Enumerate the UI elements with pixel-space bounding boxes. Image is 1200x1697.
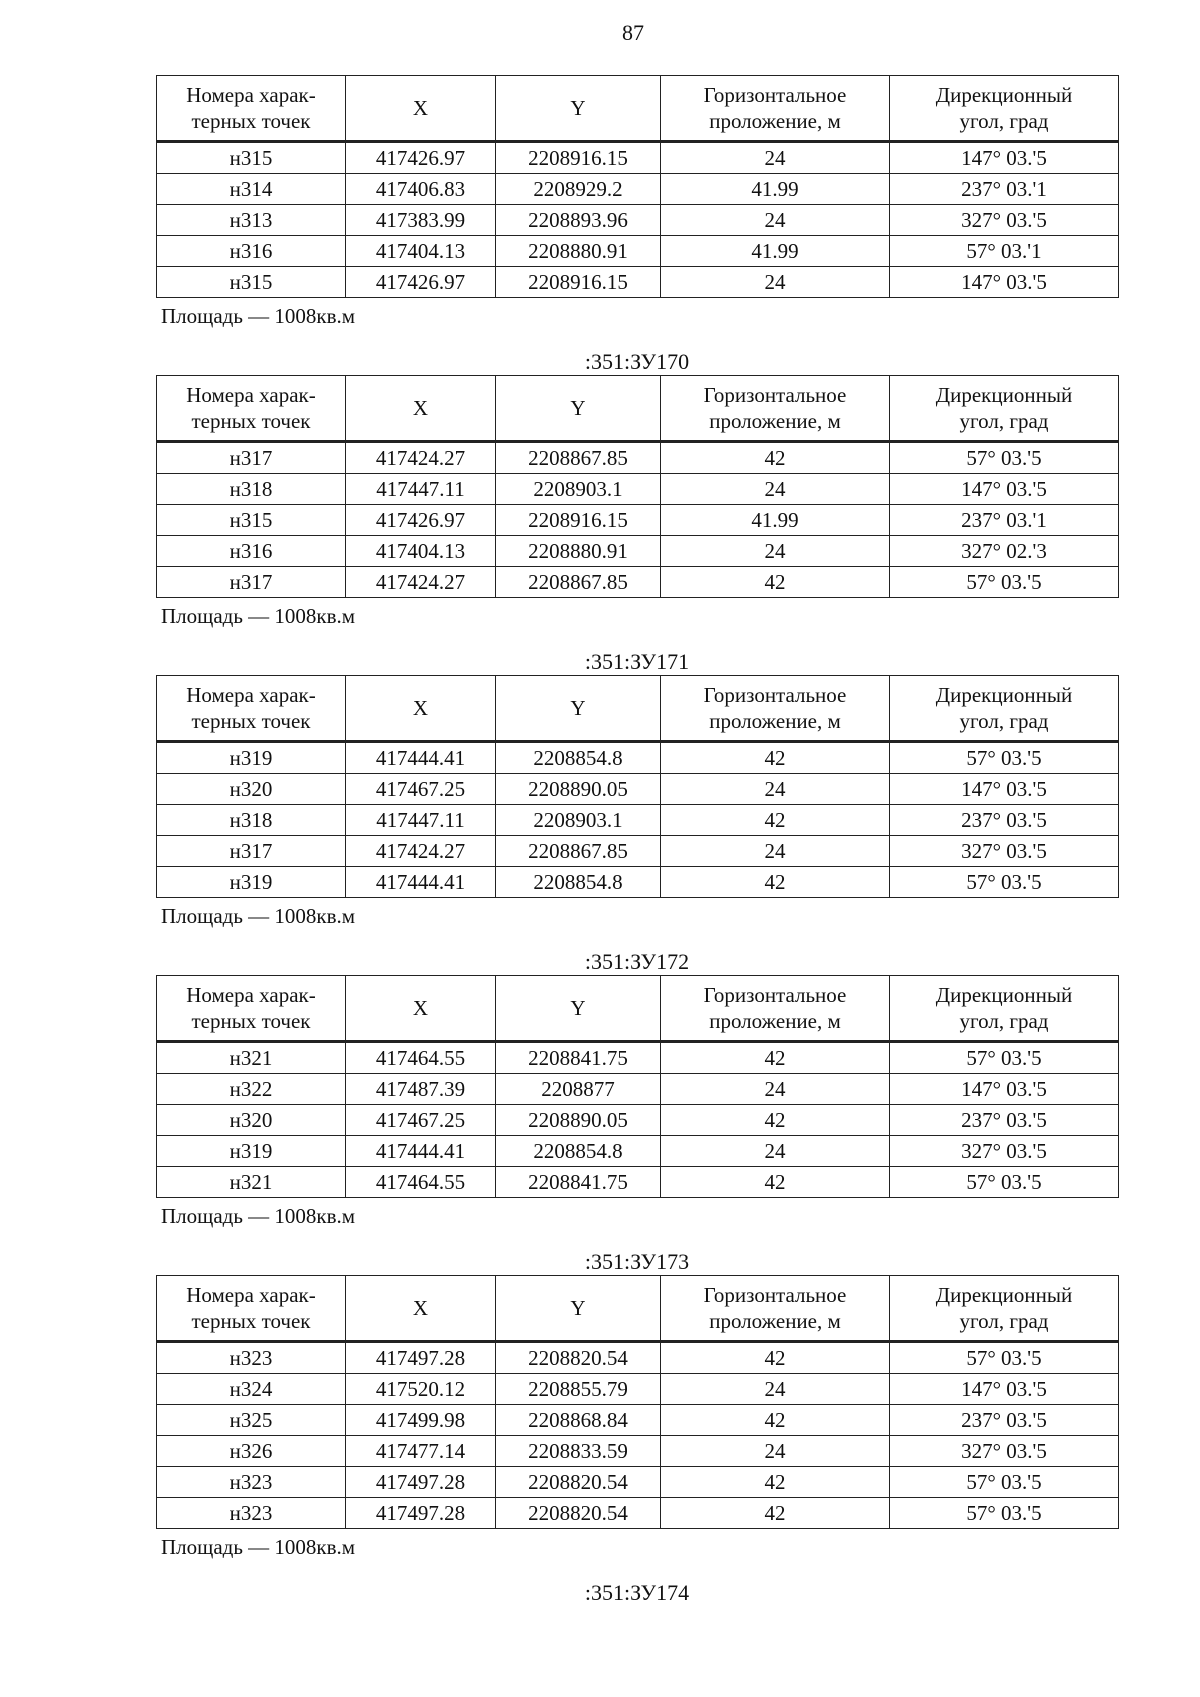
table-row [157,1042,1119,1074]
column-header-label: Дирекционный угол, град [935,1283,1073,1333]
table-cell: 57° 03.'5 [890,1498,1119,1529]
table-cell: 2208820.54 [496,1467,661,1498]
table-cell: 417477.14 [346,1436,496,1467]
column-header-label: Горизонтальное проложение, м [703,683,847,733]
column-header-label: X [412,996,429,1020]
area-label: Площадь — 1008кв.м [161,304,356,328]
table-cell: 24 [661,142,890,174]
coordinates-table [156,375,1119,598]
table-row [157,742,1119,774]
table-header-row [157,976,1119,1042]
column-header [661,676,890,742]
table-cell: 2208820.54 [496,1342,661,1374]
column-header [496,376,661,442]
table-row [157,567,1119,598]
table-cell: 24 [661,205,890,236]
table-cell: 24 [661,1374,890,1405]
table-row [157,1436,1119,1467]
table-cell: 24 [661,267,890,298]
coordinate-block [156,349,1118,629]
table-cell: н316 [157,236,346,267]
table-cell: 237° 03.'5 [890,1405,1119,1436]
table-row [157,774,1119,805]
table-cell: 417404.13 [346,236,496,267]
section-title: :351:ЗУ172 [584,949,690,974]
table-row [157,1136,1119,1167]
table-row [157,267,1119,298]
table-cell: 147° 03.'5 [890,1074,1119,1105]
table-cell: 24 [661,1436,890,1467]
column-header-label: Горизонтальное проложение, м [703,983,847,1033]
column-header-label: Номера харак- терных точек [186,683,316,733]
table-cell: 237° 03.'5 [890,805,1119,836]
column-header [157,676,346,742]
table-cell: н320 [157,774,346,805]
table-cell: 2208854.8 [496,867,661,898]
table-row [157,1405,1119,1436]
table-row [157,174,1119,205]
table-row [157,805,1119,836]
table-cell: 327° 02.'3 [890,536,1119,567]
column-header [157,376,346,442]
table-cell: н319 [157,1136,346,1167]
table-row [157,1167,1119,1198]
section-title: :351:ЗУ171 [584,649,690,674]
table-cell: н324 [157,1374,346,1405]
table-cell: 327° 03.'5 [890,1136,1119,1167]
table-cell: н320 [157,1105,346,1136]
table-cell: 2208841.75 [496,1167,661,1198]
table-cell: 57° 03.'5 [890,442,1119,474]
table-row [157,142,1119,174]
column-header [157,76,346,142]
table-row [157,1467,1119,1498]
table-cell: н317 [157,567,346,598]
table-cell: 417444.41 [346,742,496,774]
table-cell: 2208867.85 [496,442,661,474]
column-header [346,376,496,442]
column-header [890,976,1119,1042]
table-cell: 2208903.1 [496,474,661,505]
area-label: Площадь — 1008кв.м [161,1535,356,1559]
table-cell: 147° 03.'5 [890,142,1119,174]
table-cell: 24 [661,474,890,505]
table-row [157,1074,1119,1105]
table-cell: 42 [661,1105,890,1136]
table-cell: 417447.11 [346,805,496,836]
table-cell: 57° 03.'5 [890,867,1119,898]
table-cell: 57° 03.'5 [890,742,1119,774]
coordinate-block [156,649,1118,929]
table-cell: 42 [661,567,890,598]
table-cell: 24 [661,536,890,567]
coordinates-table [156,1275,1119,1529]
table-cell: 57° 03.'5 [890,1042,1119,1074]
table-cell: 327° 03.'5 [890,1436,1119,1467]
table-cell: 57° 03.'5 [890,1342,1119,1374]
coordinate-block [156,949,1118,1229]
table-cell: 2208877 [496,1074,661,1105]
table-cell: 2208833.59 [496,1436,661,1467]
column-header [890,1276,1119,1342]
table-cell: 2208867.85 [496,836,661,867]
table-cell: н315 [157,505,346,536]
table-row [157,1105,1119,1136]
table-cell: 42 [661,1342,890,1374]
table-cell: 24 [661,1074,890,1105]
table-cell: 42 [661,1167,890,1198]
column-header [661,76,890,142]
table-cell: 2208890.05 [496,1105,661,1136]
column-header [890,76,1119,142]
table-cell: 417497.28 [346,1498,496,1529]
table-header-row [157,676,1119,742]
table-cell: 2208854.8 [496,742,661,774]
table-cell: 417424.27 [346,442,496,474]
table-cell: 417426.97 [346,142,496,174]
column-header-label: Дирекционный угол, град [935,83,1073,133]
document-body [156,75,1118,1606]
table-cell: 147° 03.'5 [890,1374,1119,1405]
area-label: Площадь — 1008кв.м [161,604,356,628]
table-cell: н314 [157,174,346,205]
table-cell: 417464.55 [346,1167,496,1198]
table-cell: 147° 03.'5 [890,474,1119,505]
table-cell: 237° 03.'1 [890,505,1119,536]
table-header-row [157,1276,1119,1342]
coordinate-block [156,75,1118,329]
column-header-label: X [412,696,429,720]
table-cell: н321 [157,1167,346,1198]
table-row [157,205,1119,236]
table-cell: 24 [661,1136,890,1167]
area-label: Площадь — 1008кв.м [161,904,356,928]
column-header-label: Номера харак- терных точек [186,983,316,1033]
table-cell: 2208890.05 [496,774,661,805]
table-cell: 327° 03.'5 [890,836,1119,867]
table-cell: н316 [157,536,346,567]
column-header [157,976,346,1042]
column-header [661,976,890,1042]
table-cell: 417444.41 [346,867,496,898]
column-header-label: Y [570,1296,586,1320]
table-cell: 417499.98 [346,1405,496,1436]
column-header-label: Номера харак- терных точек [186,383,316,433]
column-header-label: Номера харак- терных точек [186,1283,316,1333]
table-cell: н322 [157,1074,346,1105]
table-row [157,1498,1119,1529]
column-header-label: Горизонтальное проложение, м [703,83,847,133]
table-row [157,236,1119,267]
area-label: Площадь — 1008кв.м [161,1204,356,1228]
column-header-label: X [412,1296,429,1320]
table-header-row [157,376,1119,442]
table-cell: 417406.83 [346,174,496,205]
table-cell: 42 [661,867,890,898]
column-header-label: Горизонтальное проложение, м [703,1283,847,1333]
column-header [496,676,661,742]
table-cell: 42 [661,805,890,836]
table-cell: 237° 03.'5 [890,1105,1119,1136]
table-cell: н318 [157,805,346,836]
table-cell: 417487.39 [346,1074,496,1105]
table-cell: 24 [661,774,890,805]
table-cell: 2208880.91 [496,236,661,267]
table-row [157,867,1119,898]
table-cell: 2208820.54 [496,1498,661,1529]
table-cell: н323 [157,1467,346,1498]
column-header-label: Y [570,996,586,1020]
table-cell: 2208916.15 [496,142,661,174]
table-cell: 417424.27 [346,567,496,598]
column-header [346,676,496,742]
column-header-label: Дирекционный угол, град [935,683,1073,733]
column-header [496,976,661,1042]
table-cell: 41.99 [661,236,890,267]
table-row [157,1374,1119,1405]
coordinate-block [156,1249,1118,1560]
column-header [890,376,1119,442]
section-title: :351:ЗУ170 [584,349,690,374]
column-header-label: Y [570,96,586,120]
coordinates-table [156,675,1119,898]
table-cell: 42 [661,1405,890,1436]
table-cell: 417383.99 [346,205,496,236]
table-cell: н317 [157,442,346,474]
table-cell: 2208916.15 [496,505,661,536]
table-cell: 417464.55 [346,1042,496,1074]
table-header-row [157,76,1119,142]
column-header [157,1276,346,1342]
column-header-label: Y [570,696,586,720]
table-cell: 57° 03.'5 [890,1167,1119,1198]
column-header-label: X [412,396,429,420]
column-header [346,76,496,142]
table-cell: 2208867.85 [496,567,661,598]
table-cell: 2208854.8 [496,1136,661,1167]
column-header-label: X [412,96,429,120]
table-cell: 147° 03.'5 [890,267,1119,298]
page-number: 87 [622,20,644,45]
table-cell: 2208903.1 [496,805,661,836]
table-cell: 2208929.2 [496,174,661,205]
table-cell: н313 [157,205,346,236]
table-cell: 57° 03.'5 [890,567,1119,598]
column-header [496,76,661,142]
table-row [157,836,1119,867]
table-cell: 237° 03.'1 [890,174,1119,205]
table-cell: 417447.11 [346,474,496,505]
table-cell: 417497.28 [346,1342,496,1374]
column-header-label: Дирекционный угол, град [935,983,1073,1033]
section-title: :351:ЗУ174 [584,1580,690,1605]
table-cell: 417467.25 [346,774,496,805]
table-cell: 41.99 [661,505,890,536]
coordinates-table [156,975,1119,1198]
table-cell: 327° 03.'5 [890,205,1119,236]
table-cell: н318 [157,474,346,505]
table-cell: н319 [157,742,346,774]
table-row [157,474,1119,505]
table-cell: н319 [157,867,346,898]
table-cell: 2208855.79 [496,1374,661,1405]
table-cell: 2208868.84 [496,1405,661,1436]
table-cell: 42 [661,1498,890,1529]
column-header-label: Дирекционный угол, град [935,383,1073,433]
table-cell: 57° 03.'1 [890,236,1119,267]
column-header [346,976,496,1042]
table-cell: н326 [157,1436,346,1467]
table-cell: 2208880.91 [496,536,661,567]
table-cell: н321 [157,1042,346,1074]
column-header [346,1276,496,1342]
table-cell: 417467.25 [346,1105,496,1136]
table-cell: 57° 03.'5 [890,1467,1119,1498]
table-cell: 41.99 [661,174,890,205]
table-cell: 417520.12 [346,1374,496,1405]
section-title: :351:ЗУ173 [584,1249,690,1274]
table-cell: 2208893.96 [496,205,661,236]
column-header [661,376,890,442]
table-cell: 417426.97 [346,505,496,536]
table-row [157,442,1119,474]
table-cell: 24 [661,836,890,867]
coordinates-table [156,75,1119,298]
column-header [496,1276,661,1342]
table-cell: 147° 03.'5 [890,774,1119,805]
table-cell: н315 [157,142,346,174]
table-cell: 2208841.75 [496,1042,661,1074]
table-cell: 417424.27 [346,836,496,867]
column-header [890,676,1119,742]
table-cell: 42 [661,442,890,474]
table-row [157,505,1119,536]
table-cell: 417444.41 [346,1136,496,1167]
table-cell: н325 [157,1405,346,1436]
table-cell: н315 [157,267,346,298]
table-cell: 42 [661,1042,890,1074]
column-header-label: Номера харак- терных точек [186,83,316,133]
table-cell: 2208916.15 [496,267,661,298]
table-cell: н317 [157,836,346,867]
table-cell: 42 [661,742,890,774]
table-row [157,536,1119,567]
table-cell: 417426.97 [346,267,496,298]
table-row [157,1342,1119,1374]
table-cell: 417404.13 [346,536,496,567]
column-header [661,1276,890,1342]
column-header-label: Y [570,396,586,420]
table-cell: н323 [157,1498,346,1529]
table-cell: 42 [661,1467,890,1498]
table-cell: н323 [157,1342,346,1374]
column-header-label: Горизонтальное проложение, м [703,383,847,433]
table-cell: 417497.28 [346,1467,496,1498]
